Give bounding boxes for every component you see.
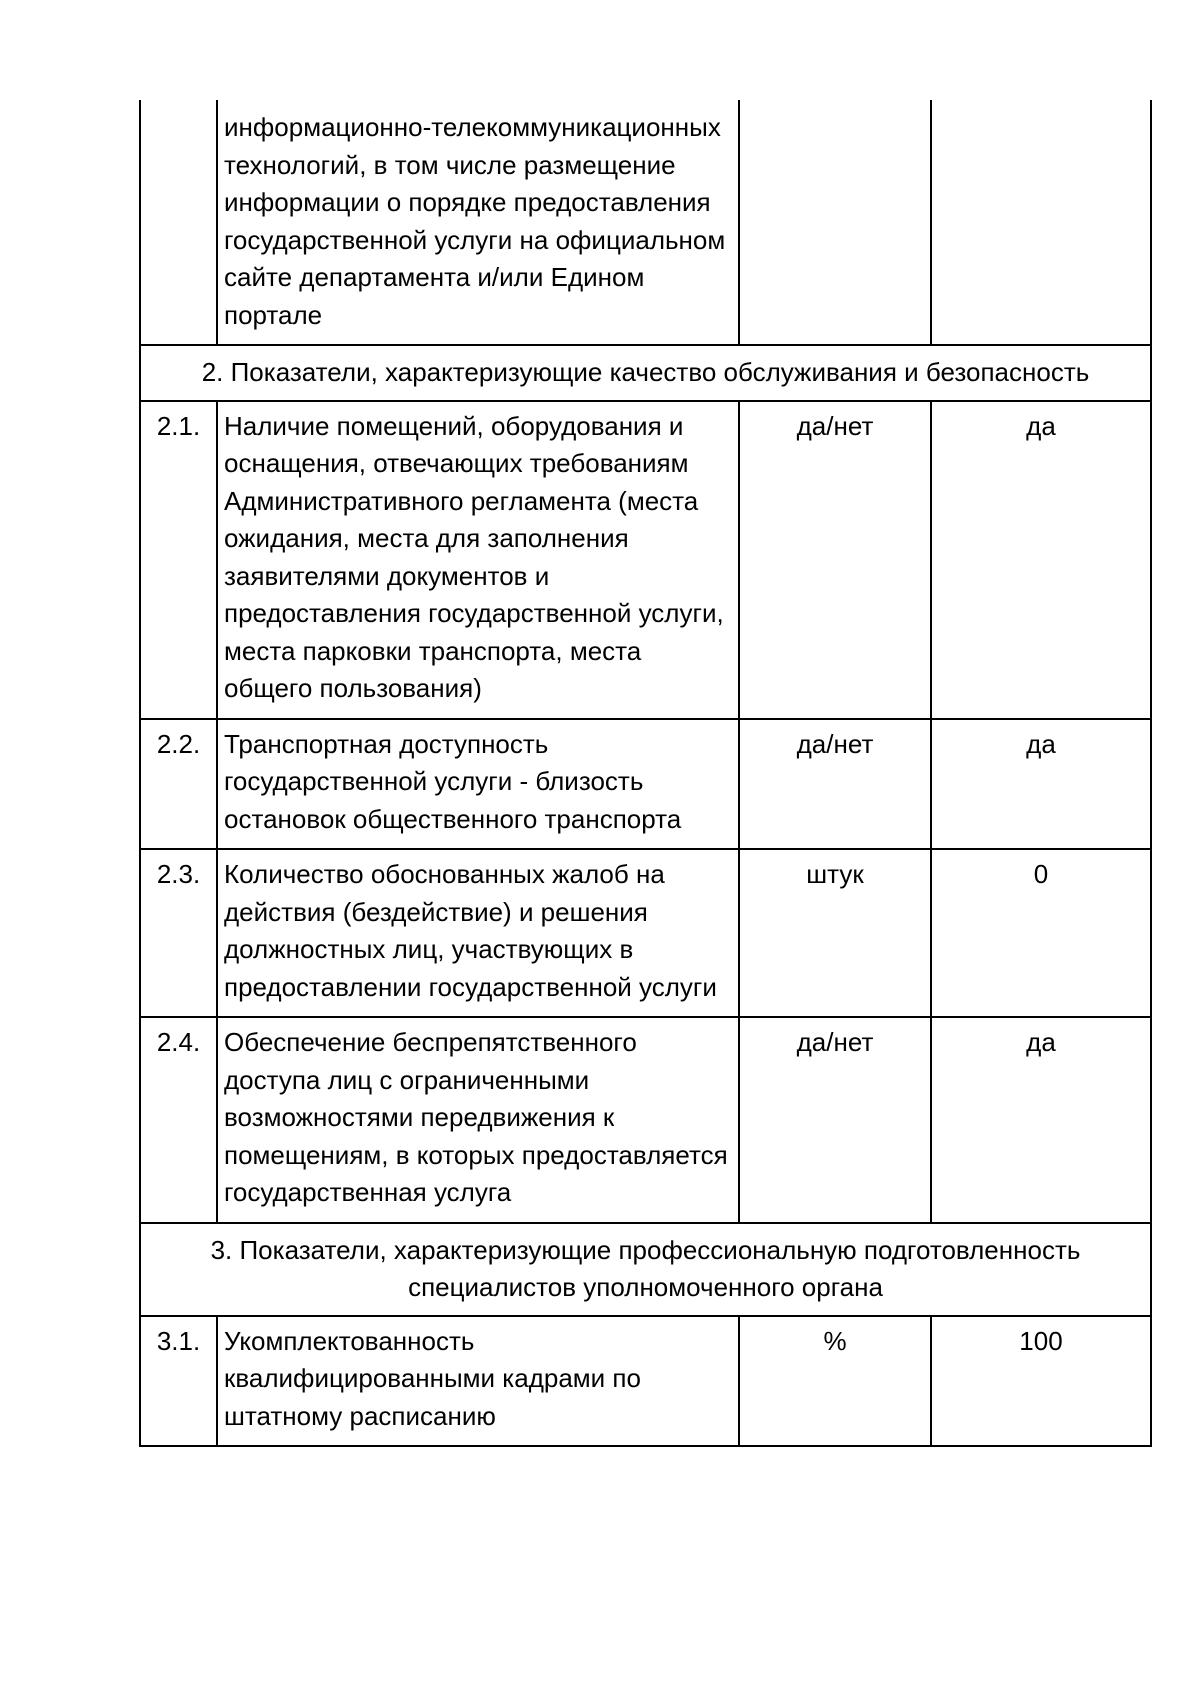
row-unit: да/нет [739, 1017, 931, 1223]
row-number: 3.1. [140, 1316, 217, 1447]
table-row [140, 719, 1151, 850]
row-number: 2.1. [140, 401, 217, 719]
row-description: Обеспечение беспрепятственного доступа лиц с ограниченными возможностями передвижения к помещениям, в которых предоставляется государственная услуга [217, 1017, 739, 1223]
table-row-continuation [140, 100, 1151, 345]
row-value-cell [931, 100, 1151, 345]
row-unit: штук [739, 849, 931, 1017]
section-title: 3. Показатели, характеризующие профессиональную подготовленность специалистов уполномоченного органа [140, 1223, 1151, 1316]
row-value: 100 [931, 1316, 1151, 1447]
table-row [140, 1017, 1151, 1223]
row-description: информационно-телекоммуникационных технологий, в том числе размещение информации о порядке предоставления государственной услуги на официальном сайте департамента и/или Едином портале [217, 100, 739, 345]
row-unit: да/нет [739, 719, 931, 850]
row-description: Наличие помещений, оборудования и оснащения, отвечающих требованиям Административного регламента (места ожидания, места для заполнения заявителями документов и предоставления государственной услуги, места парковки транспорта, места общего пользования) [217, 401, 739, 719]
row-value: да [931, 719, 1151, 850]
row-number: 2.4. [140, 1017, 217, 1223]
table-row [140, 849, 1151, 1017]
section-header-2 [140, 345, 1151, 401]
row-value: да [931, 1017, 1151, 1223]
row-description: Укомплектованность квалифицированными кадрами по штатному расписанию [217, 1316, 739, 1447]
row-value: да [931, 401, 1151, 719]
section-title: 2. Показатели, характеризующие качество обслуживания и безопасность [140, 345, 1151, 401]
row-description: Количество обоснованных жалоб на действия (бездействие) и решения должностных лиц, участвующих в предоставлении государственной услуги [217, 849, 739, 1017]
row-value: 0 [931, 849, 1151, 1017]
row-number: 2.3. [140, 849, 217, 1017]
row-unit: да/нет [739, 401, 931, 719]
row-unit-cell [739, 100, 931, 345]
table-row [140, 401, 1151, 719]
row-description: Транспортная доступность государственной услуги - близость остановок общественного транспорта [217, 719, 739, 850]
section-header-3 [140, 1223, 1151, 1316]
row-unit: % [739, 1316, 931, 1447]
table-row [140, 1316, 1151, 1447]
indicators-table [139, 100, 1152, 1447]
row-number-cell [140, 100, 217, 345]
row-number: 2.2. [140, 719, 217, 850]
